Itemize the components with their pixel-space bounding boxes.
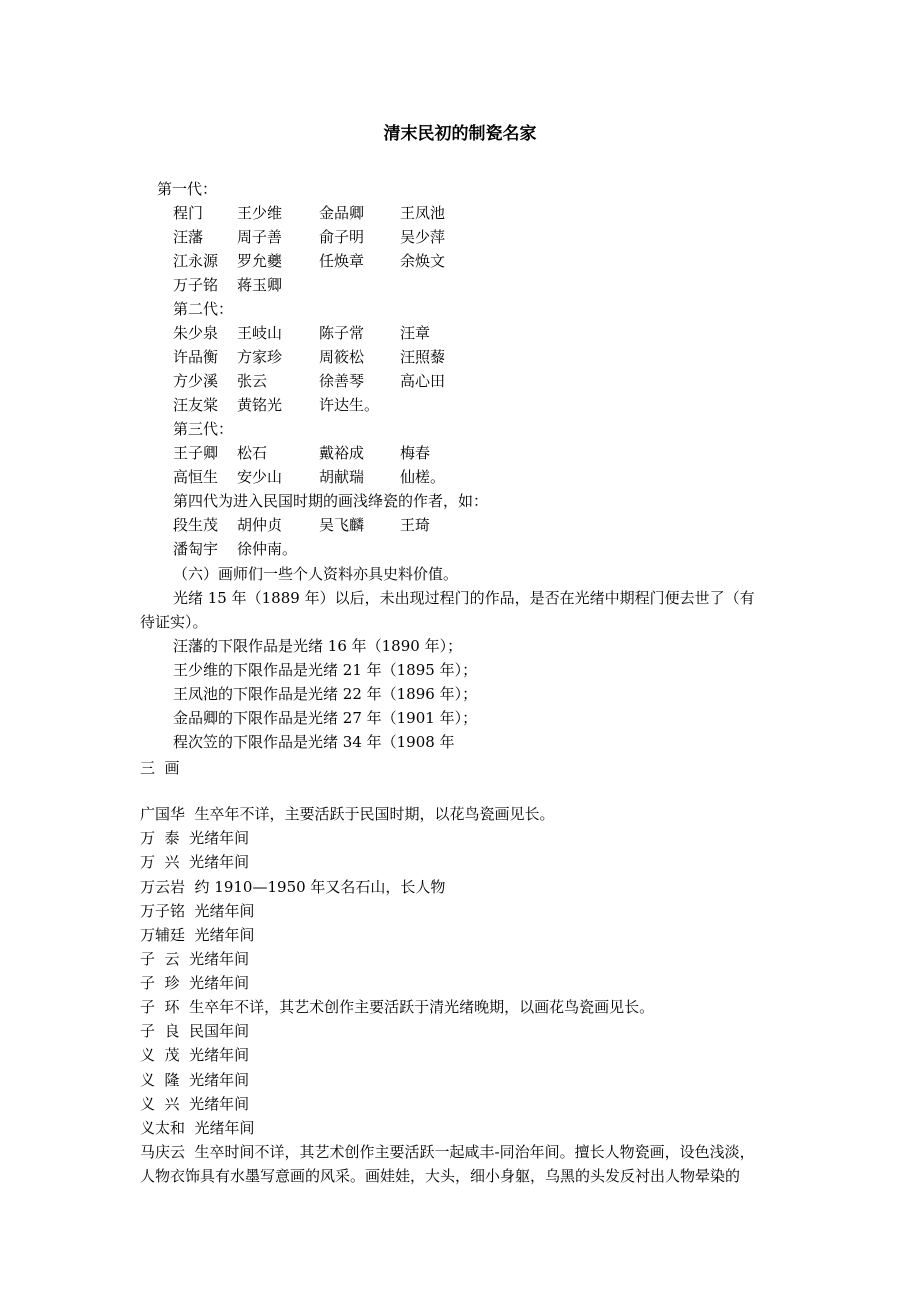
painter-name: 汪章 <box>400 324 431 342</box>
painter-name: 汪友棠 <box>173 396 219 414</box>
painter-name: 方家珍 <box>237 348 283 366</box>
painter-name: 黄铭光 <box>237 396 283 414</box>
painter-name: 许品衡 <box>173 348 219 366</box>
note-item: 金品卿的下限作品是光绪 27 年（1901 年）； <box>173 709 478 727</box>
painter-entry: 万子铭 光绪年间 <box>140 902 255 920</box>
painter-name: 俞子明 <box>319 228 365 246</box>
painter-entry: 子 良 民国年间 <box>140 1022 250 1040</box>
painter-name: 梅春 <box>400 444 431 462</box>
painter-entry: 万 兴 光绪年间 <box>140 853 250 871</box>
painter-name: 徐善琴 <box>319 372 365 390</box>
painter-name: 许达生。 <box>319 396 380 414</box>
paragraph-line: 光绪 15 年（1889 年）以后，未出现过程门的作品，是否在光绪中期程门便去世了（有 <box>173 589 755 607</box>
painter-entry: 义 兴 光绪年间 <box>140 1095 250 1113</box>
painter-name: 胡仲贞 <box>237 516 283 534</box>
painter-name: 王琦 <box>400 516 431 534</box>
generation-4-label: 第四代为进入民国时期的画浅绛瓷的作者，如： <box>173 492 489 510</box>
painter-name: 周筱松 <box>319 348 365 366</box>
painter-name: 王凤池 <box>400 204 446 222</box>
painter-entry: 义 隆 光绪年间 <box>140 1071 250 1089</box>
painter-name: 陈子常 <box>319 324 365 342</box>
painter-entry: 义太和 光绪年间 <box>140 1119 255 1137</box>
painter-entry: 人物衣饰具有水墨写意画的风采。画娃娃，大头，细小身躯，乌黑的头发反衬出人物晕染的 <box>140 1167 741 1185</box>
painter-name: 仙槎。 <box>400 468 446 486</box>
painter-entry: 万 泰 光绪年间 <box>140 829 250 847</box>
painter-entry: 子 珍 光绪年间 <box>140 974 250 992</box>
painter-name: 吴少萍 <box>400 228 446 246</box>
painter-name: 金品卿 <box>319 204 365 222</box>
note-item: 程次笠的下限作品是光绪 34 年（1908 年 <box>173 733 455 751</box>
notes-heading: （六）画师们一些个人资料亦具史料价值。 <box>173 565 459 583</box>
painter-entry: 子 环 生卒年不详，其艺术创作主要活跃于清光绪晚期，以画花鸟瓷画见长。 <box>140 998 655 1016</box>
painter-name: 高恒生 <box>173 468 219 486</box>
painter-entry: 万云岩 约 1910—1950 年又名石山，长人物 <box>140 878 446 896</box>
paragraph-line: 待证实）。 <box>140 613 208 631</box>
painter-name: 王少维 <box>237 204 283 222</box>
note-item: 汪藩的下限作品是光绪 16 年（1890 年）； <box>173 637 463 655</box>
painter-name: 任焕章 <box>319 252 365 270</box>
painter-name: 蒋玉卿 <box>237 276 283 294</box>
generation-1-label: 第一代： <box>157 180 218 198</box>
painter-name: 王岐山 <box>237 324 283 342</box>
painter-name: 徐仲南。 <box>237 540 298 558</box>
painter-name: 王子卿 <box>173 444 219 462</box>
painter-name: 安少山 <box>237 468 283 486</box>
painter-entry: 万辅廷 光绪年间 <box>140 926 255 944</box>
painter-name: 吴飞麟 <box>319 516 365 534</box>
painter-entry: 广国华 生卒年不详，主要活跃于民国时期，以花鸟瓷画见长。 <box>140 805 555 823</box>
note-item: 王凤池的下限作品是光绪 22 年（1896 年）； <box>173 685 478 703</box>
painter-name: 张云 <box>237 372 268 390</box>
generation-2-label: 第二代： <box>173 300 234 318</box>
document-title: 清末民初的制瓷名家 <box>383 124 537 144</box>
painter-name: 方少溪 <box>173 372 219 390</box>
painter-name: 胡献瑞 <box>319 468 365 486</box>
painter-name: 潘匋宇 <box>173 540 219 558</box>
painter-name: 罗允夔 <box>237 252 283 270</box>
painter-name: 江永源 <box>173 252 219 270</box>
painter-name: 万子铭 <box>173 276 219 294</box>
painter-name: 汪藩 <box>173 228 204 246</box>
painter-entry: 马庆云 生卒时间不详，其艺术创作主要活跃一起咸丰-同治年间。擅长人物瓷画，设色浅淡， <box>140 1143 755 1161</box>
section-heading: 三 画 <box>140 759 180 777</box>
painter-name: 周子善 <box>237 228 283 246</box>
painter-name: 朱少泉 <box>173 324 219 342</box>
painter-name: 高心田 <box>400 372 446 390</box>
painter-name: 余焕文 <box>400 252 446 270</box>
note-item: 王少维的下限作品是光绪 21 年（1895 年）； <box>173 661 478 679</box>
generation-3-label: 第三代： <box>173 420 234 438</box>
painter-name: 松石 <box>237 444 268 462</box>
painter-name: 段生茂 <box>173 516 219 534</box>
painter-name: 程门 <box>173 204 204 222</box>
painter-name: 汪照藜 <box>400 348 446 366</box>
painter-name: 戴裕成 <box>319 444 365 462</box>
painter-entry: 子 云 光绪年间 <box>140 950 250 968</box>
painter-entry: 义 茂 光绪年间 <box>140 1046 250 1064</box>
